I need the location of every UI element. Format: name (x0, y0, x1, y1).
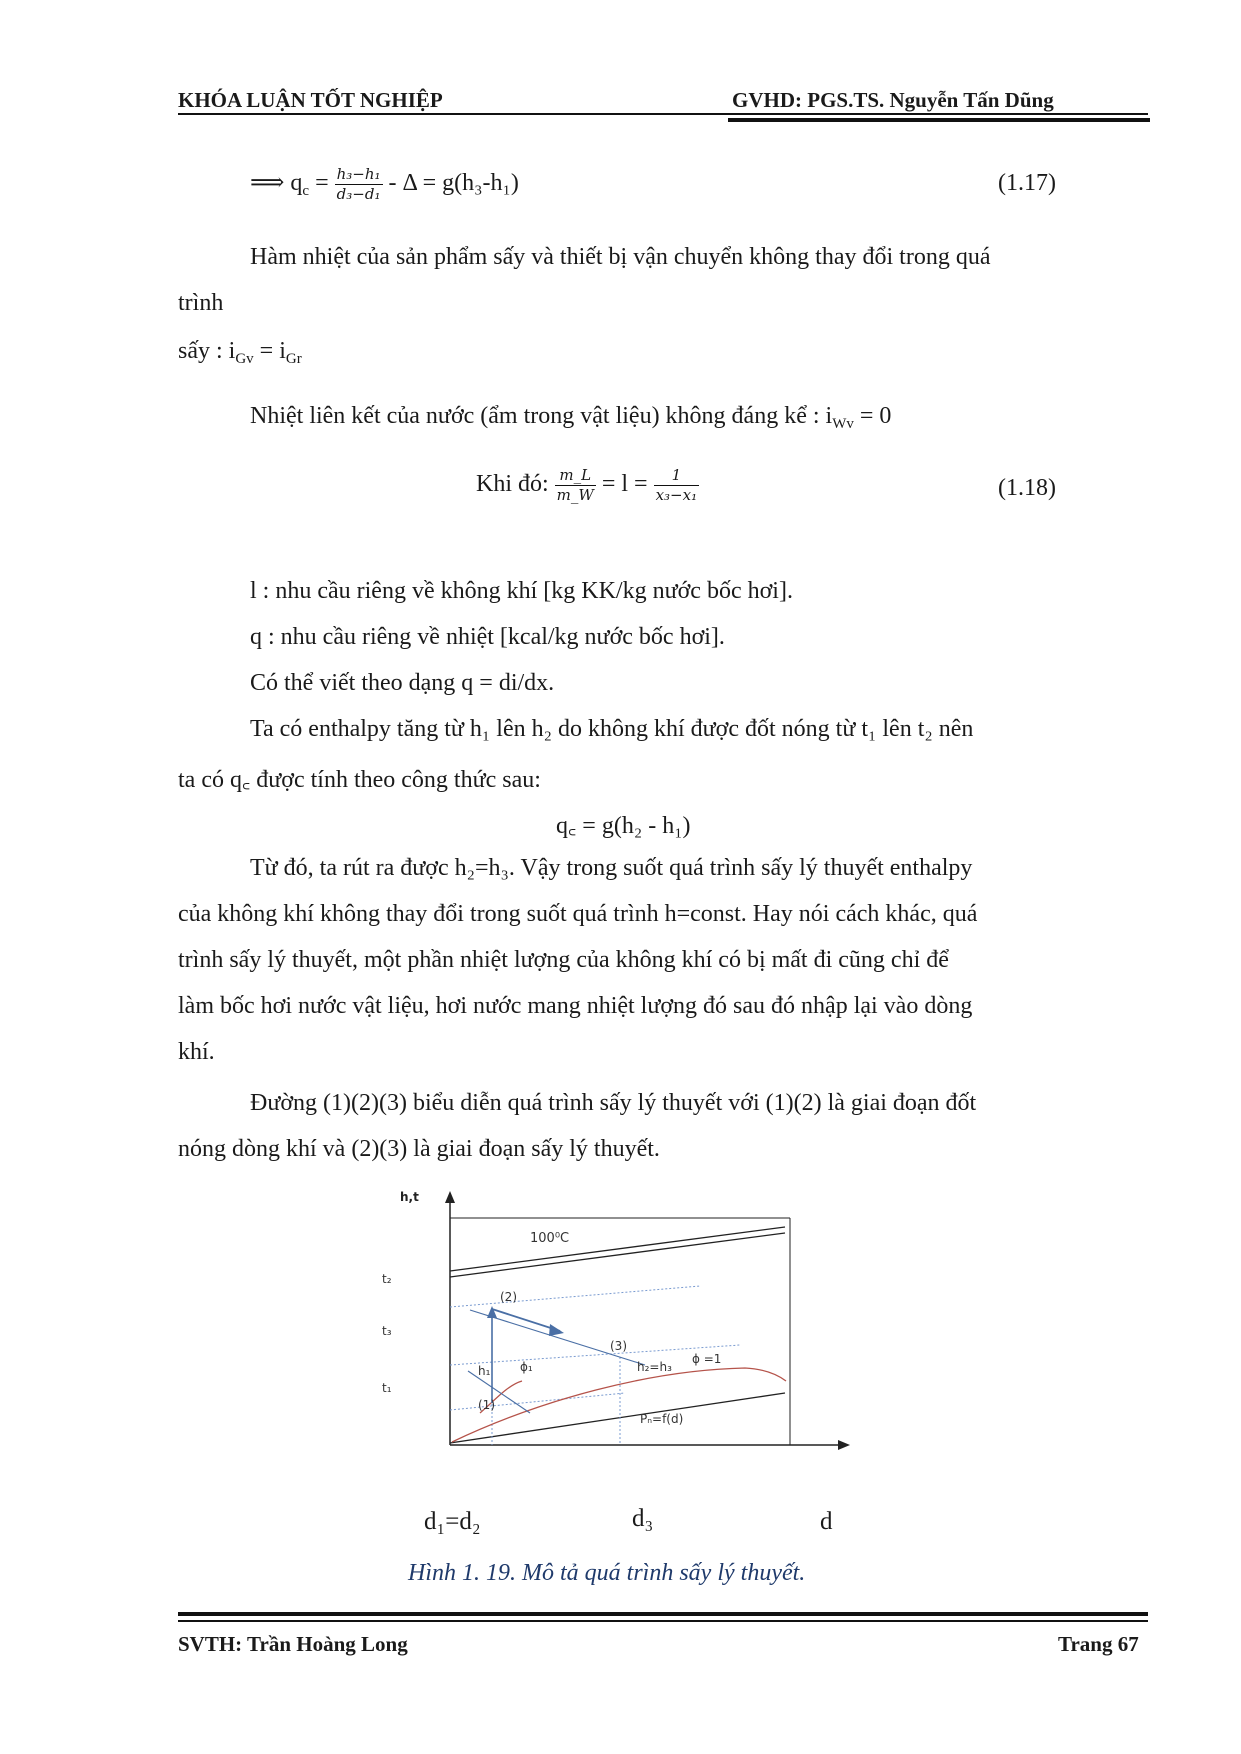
def-q: q : nhu cầu riêng về nhiệt [kcal/kg nước bốc hơi]. (250, 624, 725, 650)
y-axis-arrowhead (445, 1191, 455, 1203)
label-point-3: (3) (610, 1339, 627, 1353)
label-pn: Pₙ=f(d) (640, 1412, 684, 1426)
def-form: Có thể viết theo dạng q = di/dx. (250, 670, 555, 696)
fraction-ml-over-mw: $\frac{m\_L}{m\_W}$ (556, 466, 594, 504)
drying-process-diagram (382, 1185, 860, 1470)
para4-line3: trình sấy lý thuyết, một phần nhiệt lượng của không khí có bị mất đi cũng chỉ để (178, 947, 949, 973)
isotherm-100c-line-2 (450, 1233, 785, 1277)
equation-number-1-18: (1.18) (998, 475, 1056, 501)
footer-rule-thick (178, 1612, 1148, 1616)
figure-caption: Hình 1. 19. Mô tả quá trình sấy lý thuyết. (408, 1560, 806, 1586)
label-h1: h₁ (478, 1364, 491, 1378)
equation-1-17: ⟹ $q_c$ = $\frac{\text{h₃−h₁}}{\text{d₃−d₁}}$ - Δ = g(h₃-h₁) (250, 165, 519, 203)
label-phi1: ϕ₁ (520, 1360, 533, 1374)
footer-rule-thin (178, 1620, 1148, 1622)
para5-line1: Đường (1)(2)(3) biểu diễn quá trình sấy lý thuyết với (1)(2) là giai đoạn đốt (250, 1090, 977, 1116)
label-t2: t₂ (382, 1272, 392, 1286)
drying-arrowhead (549, 1324, 564, 1336)
equation-number-1-17: (1.17) (998, 170, 1056, 196)
label-t3: t₃ (382, 1324, 392, 1338)
para3-line2: ta có q꜀ được tính theo công thức sau: (178, 767, 541, 793)
header-rule-thin (178, 113, 1148, 115)
para5-line2: nóng dòng khí và (2)(3) là giai đoạn sấy lý thuyết. (178, 1136, 660, 1162)
para2: Nhiệt liên kết của nước (ẩm trong vật liệu) không đáng kể : $i_{Wv} = 0$ (250, 403, 892, 432)
fraction-1-over-x: $\frac{1}{\text{x₃−x₁}}$ (655, 466, 698, 504)
drying-line-2-3 (470, 1310, 645, 1365)
para4-line5: khí. (178, 1039, 215, 1065)
para1-line1: Hàm nhiệt của sản phẩm sấy và thiết bị vận chuyển không thay đổi trong quá (250, 244, 991, 270)
t2-isotherm (450, 1286, 700, 1307)
fraction-h-over-d: $\frac{\text{h₃−h₁}}{\text{d₃−d₁}}$ (336, 165, 381, 203)
para4-line2: của không khí không thay đổi trong suốt quá trình h=const. Hay nói cách khác, quá (178, 901, 978, 927)
equation-qc: q꜀ = g(h₂ - h₁) (556, 813, 691, 839)
def-l: l : nhu cầu riêng về không khí [kg KK/kg nước bốc hơi]. (250, 578, 793, 604)
label-h2-h3: h₂=h₃ (637, 1360, 672, 1374)
para1-line3: sấy : $i_{Gv} = i_{Gr}$ (178, 338, 302, 367)
para4-line4: làm bốc hơi nước vật liệu, hơi nước mang nhiệt lượng đó sau đó nhập lại vào dòng (178, 993, 973, 1019)
label-point-2: (2) (500, 1290, 517, 1304)
label-phi-eq-1: ϕ =1 (692, 1352, 722, 1366)
footer-left: SVTH: Trần Hoàng Long (178, 1632, 408, 1656)
header-left: KHÓA LUẬN TỐT NGHIỆP (178, 88, 443, 112)
para4-line1: Từ đó, ta rút ra được h₂=h₃. Vậy trong suốt quá trình sấy lý thuyết enthalpy (250, 855, 973, 881)
x-label-d3: d₃ (632, 1505, 654, 1532)
label-t1: t₁ (382, 1381, 392, 1395)
page-number: Trang 67 (1058, 1632, 1139, 1656)
x-axis-arrowhead (838, 1440, 850, 1450)
equation-1-18: Khi đó: $\frac{m\_L}{m\_W}$ = l = $\frac{1}{\text{x₃−x₁}}$ (476, 466, 698, 504)
header-right: GVHD: PGS.TS. Nguyễn Tấn Dũng (732, 88, 1054, 112)
pn-line (450, 1393, 785, 1443)
label-point-1: (1) (478, 1398, 495, 1412)
x-label-d1-d2: d₁=d₂ (424, 1508, 481, 1535)
y-axis-label: h,t (400, 1190, 419, 1204)
x-label-d: d (820, 1508, 833, 1535)
header-rule-thick (728, 118, 1150, 122)
isotherm-100c-line-1 (450, 1227, 785, 1271)
para1-line2: trình (178, 290, 224, 316)
label-100c: 100⁰C (530, 1231, 570, 1246)
para3-line1: Ta có enthalpy tăng từ h₁ lên h₂ do không khí được đốt nóng từ t₁ lên t₂ nên (250, 716, 974, 742)
